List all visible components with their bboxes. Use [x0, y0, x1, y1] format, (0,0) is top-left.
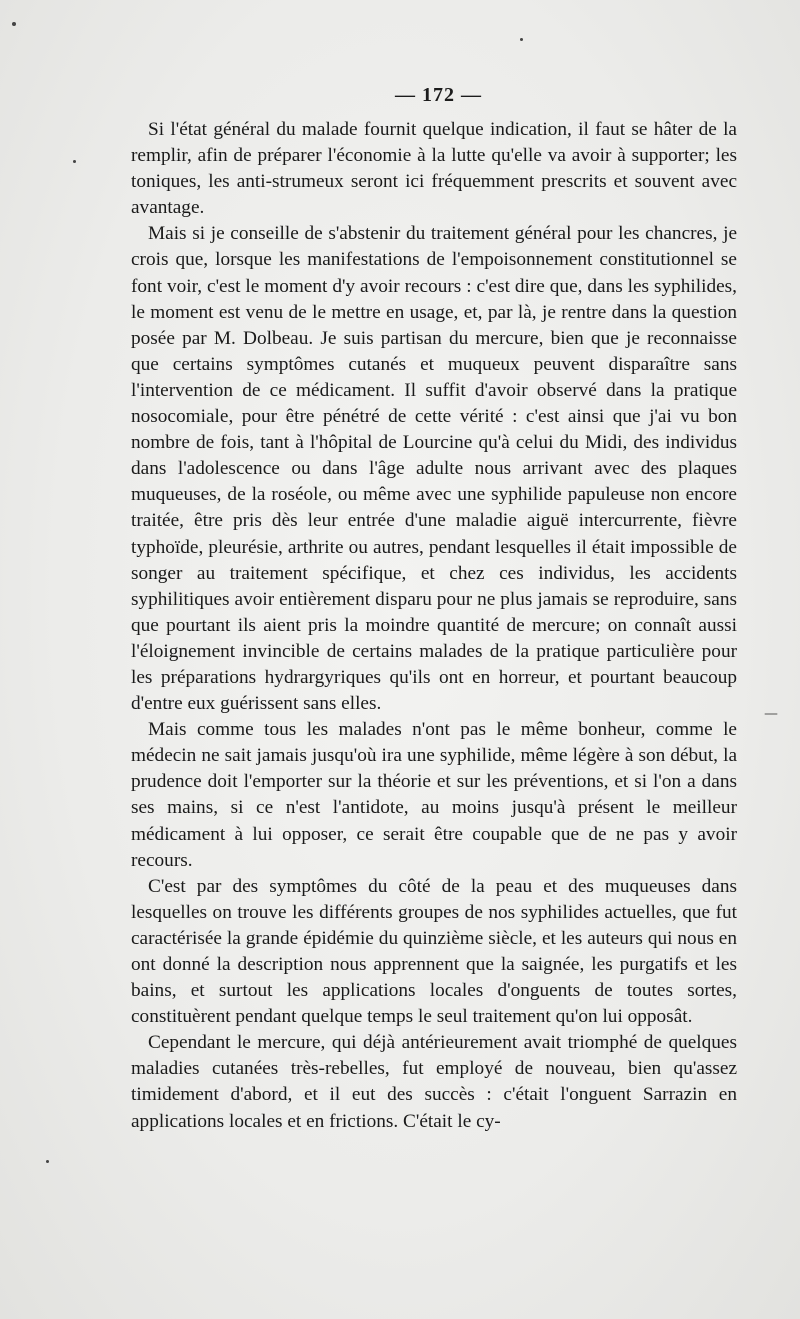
paragraph-3: Mais comme tous les malades n'ont pas le même bonheur, comme le médecin ne sait jamais jusqu'où ira une syphilide, même légère à son début, la prudence doit l'emporter sur la théorie et sur les préventions, et si l'on a dans ses mains, si ce n'est l'antidote, au moins jusqu'à présent le meilleur médicament à lui opposer, ce serait être coupable que de ne pas y avoir recours. — [131, 719, 737, 871]
margin-dash: — — [764, 706, 778, 722]
speck-mark — [12, 22, 16, 26]
page-number: — 172 — — [395, 84, 482, 106]
paragraph-5: Cependant le mercure, qui déjà antérieurement avait triomphé de quelques maladies cutanées très-rebelles, fut employé de nouveau, bien qu'assez timidement d'abord, et il eut des succès : c'était l'onguent Sarrazin en applications locales et en frictions. C'était le cy- — [131, 1032, 737, 1132]
body-text — [131, 117, 737, 1135]
speck-mark — [73, 160, 76, 163]
speck-mark — [520, 38, 523, 41]
paragraph-2: Mais si je conseille de s'abstenir du traitement général pour les chancres, je crois que, lorsque les manifestations de l'empoisonnement constitutionnel se font voir, c'est le moment d'y avoir recours : c'est dire que, dans les syphilides, le moment est venu de le mettre en usage, et, par là, je rentre dans la question posée par M. Dolbeau. Je suis partisan du mercure, bien que je reconnaisse que certains symptômes cutanés et muqueux peuvent disparaître sans l'intervention de ce médicament. Il suffit d'avoir observé dans la pratique nosocomiale, pour être pénétré de cette vérité : c'est ainsi que j'ai vu bon nombre de fois, tant à l'hôpital de Lourcine qu'à celui du Midi, des individus dans l'adolescence ou dans l'âge adulte nous arrivant avec des plaques muqueuses, de la roséole, ou même avec une syphilide papuleuse non encore traitée, être pris dès leur entrée d'une maladie aiguë intercurrente, fièvre typhoïde, pleurésie, arthrite ou autres, pendant lesquelles il était impossible de songer au traitement spécifique, et chez ces individus, les accidents syphilitiques avoir entièrement disparu pour ne plus jamais se reproduire, sans que pourtant ils aient pris la moindre quantité de mercure; on connaît aussi l'éloignement invincible de certains malades de la pratique particulière pour les préparations hydrargyriques qu'ils ont en horreur, et pourtant beaucoup d'entre eux guérissent sans elles. — [131, 223, 737, 715]
speck-mark — [46, 1160, 49, 1163]
paragraph-4: C'est par des symptômes du côté de la peau et des muqueuses dans lesquelles on trouve les différents groupes de nos syphilides actuelles, que fut caractérisée la grande épidémie du quinzième siècle, et les auteurs qui nous en ont donné la description nous apprennent que la saignée, les purgatifs et les bains, et surtout les applications locales d'onguents de toutes sortes, constituèrent pendant quelque temps le seul traitement qu'on lui opposât. — [131, 875, 737, 1028]
paragraph-1: Si l'état général du malade fournit quelque indication, il faut se hâter de la remplir, afin de préparer l'économie à la lutte qu'elle va avoir à supporter; les toniques, les anti-strumeux seront ici fréquemment prescrits et souvent avec avantage. — [131, 119, 737, 219]
